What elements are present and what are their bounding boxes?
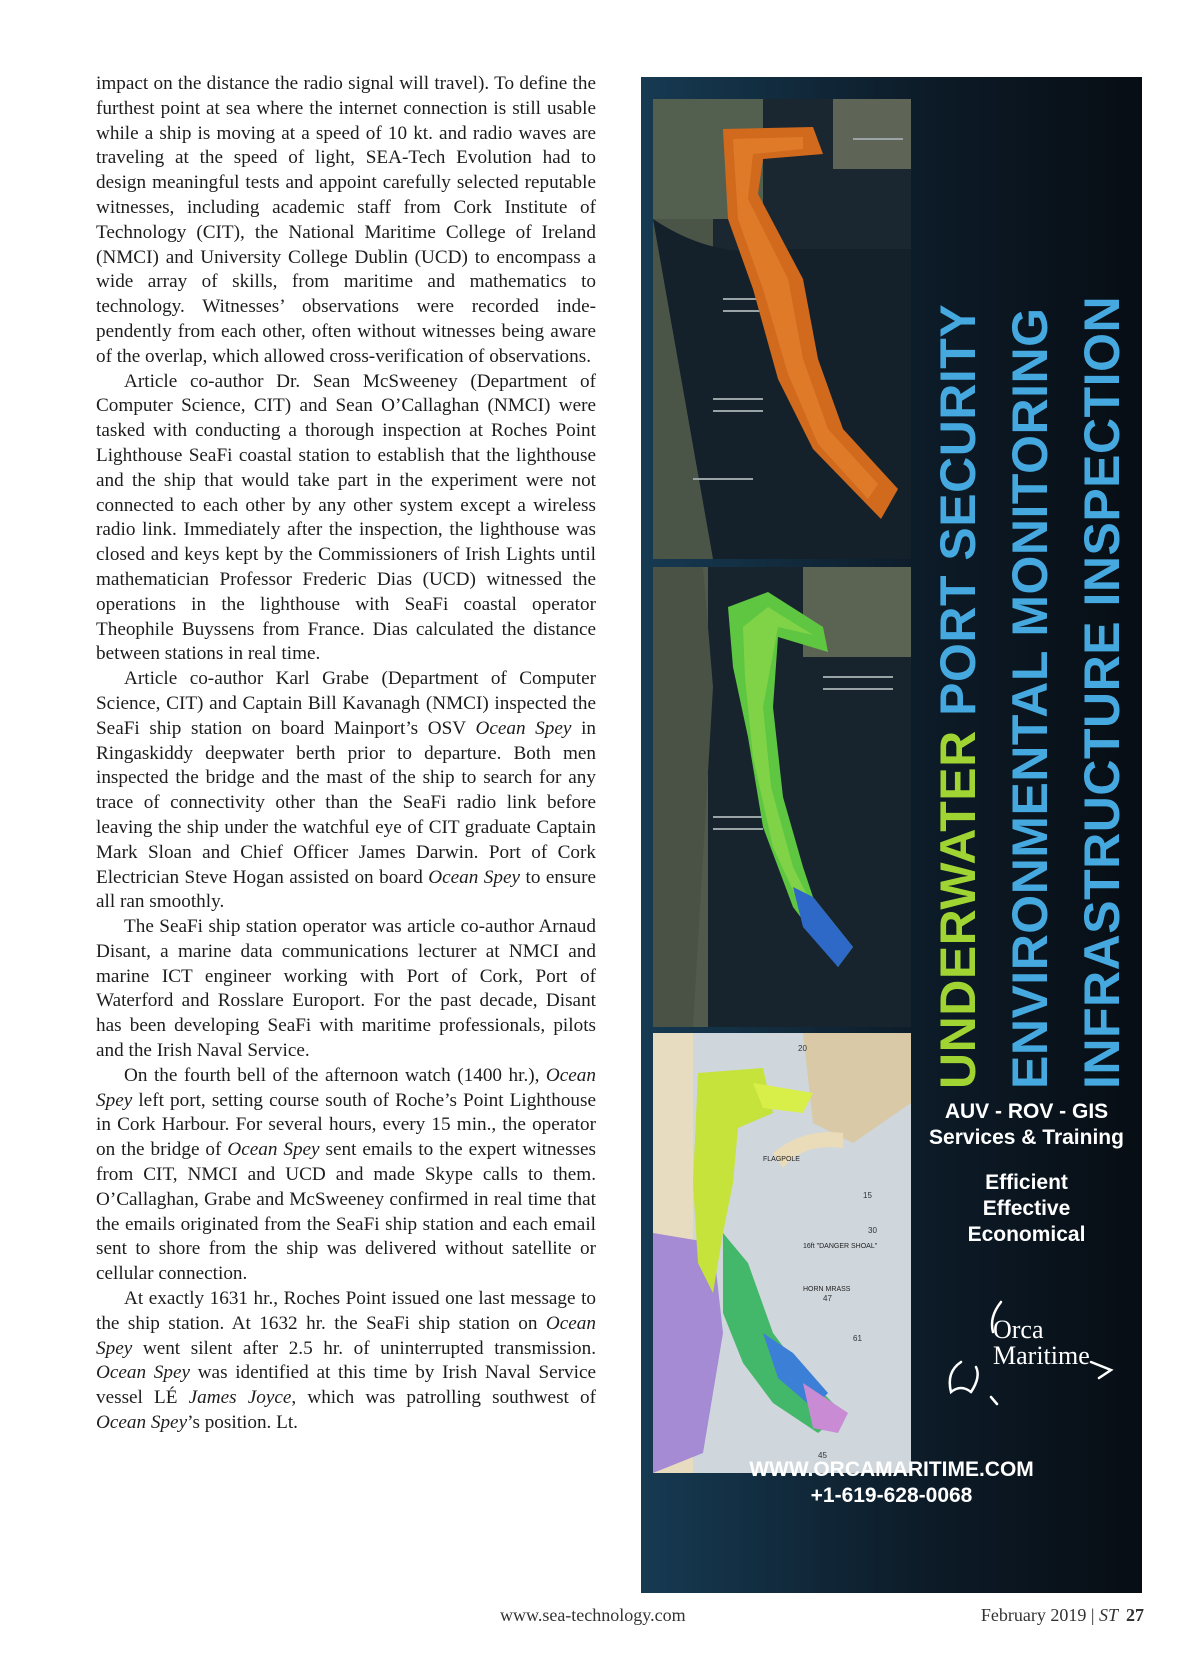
paragraph [96,1287,596,1436]
chart-depth: 47 [823,1294,832,1303]
ship-name: Ocean Spey [96,1412,188,1434]
chart-depth: 45 [818,1451,827,1460]
benefit-item: Economical [967,1223,1086,1246]
ad-website-link[interactable]: WWW.ORCAMARITIME.COM [749,1458,1034,1481]
orca-maritime-advertisement [641,77,1142,1593]
chart-label-danger-shoal: 16ft "DANGER SHOAL" [803,1243,878,1250]
paragraph: The SeaFi ship station operator was article co-author Arnaud Disant, a marine data communications lecturer at NMCI and marine ICT engineer working with Port of Cork, Port of Waterford and Rosslare Europort. For the past decade, Disant has been developing SeaFi with maritime professionals, pilots and the Irish Naval Service. [96,916,596,1062]
tagline-underwater-port-security [923,99,993,1089]
paragraph: impact on the distance the radio signal will travel). To define the furthest point at sea where the internet connection is still usable while a ship is moving at a speed of 10 kt. and radio waves are traveling at the speed of light, SEA-Tech Evolution had to design meaningful tests and appoint carefully selected reputable witnesses, including academic staff from Cork Institute of Technology (CIT), the National Maritime College of Ireland (NMCI) and University College Dublin (UCD) to encompass a wide array of skills, from maritime and mathematics to technology. Witnesses’ observations were recorded independently from each other, often without witnesses being aware of the overlap, which allowed cross-verification of observations. [96,73,596,367]
ship-name: Ocean Spey [96,1312,596,1359]
ship-name: Ocean Spey [227,1139,320,1161]
orca-logo-text [993,1317,1090,1369]
article-body [96,72,596,1436]
logo-line: Maritime [993,1341,1090,1370]
nautical-chart-graphic [653,1033,911,1473]
text: left port, setting course south of Roche’s Point Lighthouse in Cork Harbour. For several hours, every 15 min., the operator on the bridge of [96,1089,596,1161]
footer-website[interactable]: www.sea-technology.com [500,1605,686,1625]
paragraph [96,1064,596,1287]
tagline-underwater: UNDERWATER [930,730,986,1089]
footer-issue [981,1605,1144,1626]
ad-phone-number: +1-619-628-0068 [810,1484,973,1507]
chart-label-horn: HORN MRASS [803,1286,851,1293]
text: Article co-author Karl Grabe (Department of Computer Science, CIT) and Captain Bill Kavanagh (NMCI) inspected the SeaFi ship station on board Mainport’s OSV [96,668,596,739]
chart-depth: 61 [853,1334,862,1343]
paragraph [96,667,596,915]
services-block [911,1099,1142,1151]
tagline-port-security: PORT SECURITY [930,303,986,731]
tagline-environmental-monitoring: ENVIRONMENTAL MONITORING [1002,307,1058,1089]
text: went silent after 2.5 hr. of uninterrupted transmission. [132,1337,596,1359]
page-number: 27 [1126,1605,1144,1625]
vessel-name: James Joyce [188,1387,292,1409]
sonar-image-green [653,567,911,1027]
text: ’s position. Lt. [187,1412,298,1434]
text: sent emails to the expert witnesses from CIT, NMCI and UCD and made Skype calls to them. O’Callaghan, Grabe and McSweeney confirmed in real time that the emails originated from the SeaFi ship station and each email sent to shore from the ship was delivered without satellite or cellular connection. [96,1139,596,1285]
chart-depth: 30 [868,1226,877,1235]
footer-date: February 2019 | [980,1605,1099,1625]
sonar-image-orange-graphic [653,99,911,559]
services-line: AUV - ROV - GIS [944,1100,1109,1123]
chart-depth: 20 [798,1044,807,1053]
sonar-image-orange [653,99,911,559]
tagline-infrastructure-inspection: INFRASTRUCTURE INSPECTION [1074,295,1130,1089]
text: to ensure all ran smoothly. [96,866,596,913]
benefit-item: Efficient [985,1171,1068,1194]
ship-name: Ocean Spey [428,866,521,888]
text: At exactly 1631 hr., Roches Point issued one last message to the ship station. At 1632 hr. the SeaFi ship station on [96,1288,596,1334]
chart-label-flagpole: FLAGPOLE [763,1156,800,1163]
chart-depth: 15 [863,1191,872,1200]
paragraph: Article co-author Dr. Sean McSweeney (Department of Computer Science, CIT) and Sean O’Callaghan (NMCI) were tasked with conducting a thorough inspection at Roches Point Lighthouse SeaFi coastal station to establish that the lighthouse and the ship that would take part in the experiment were not connected to each other by any other system except a wireless radio link. Immediately after the inspection, the lighthouse was closed and keys kept by the Commissioners of Irish Lights until mathematician Professor Frederic Dias (UCD) witnessed the operations in the lighthouse with SeaFi coastal operator Theophile Buyssens from France. Dias calculated the distance between stations in real time. [96,370,596,665]
services-line: Services & Training [929,1126,1124,1149]
ship-name: Ocean Spey [96,1362,190,1384]
footer-journal: ST [1098,1605,1118,1625]
sonar-image-green-graphic [653,567,911,1027]
benefit-item: Effective [982,1197,1071,1220]
nautical-chart-image [653,1033,911,1473]
ship-name: Ocean Spey [475,717,572,739]
text: On the fourth bell of the afternoon watch (1400 hr.), [124,1064,546,1086]
text: , which was patrolling southwest of [291,1387,597,1409]
logo-line: Orca [993,1315,1044,1344]
text: was identified at this time by Irish Naval Service vessel LÉ [96,1362,596,1409]
text: in Ringaskiddy deepwater berth prior to departure. Both men inspected the bridge and the mast of the ship to search for any trace of connectivity other than the SeaFi radio link before leaving the ship under the watchful eye of CIT graduate Captain Mark Sloan and Chief Officer James Darwin. Port of Cork Electrician Steve Hogan assisted on board [96,717,596,888]
benefits-block [911,1170,1142,1248]
ship-name: Ocean Spey [96,1064,596,1111]
